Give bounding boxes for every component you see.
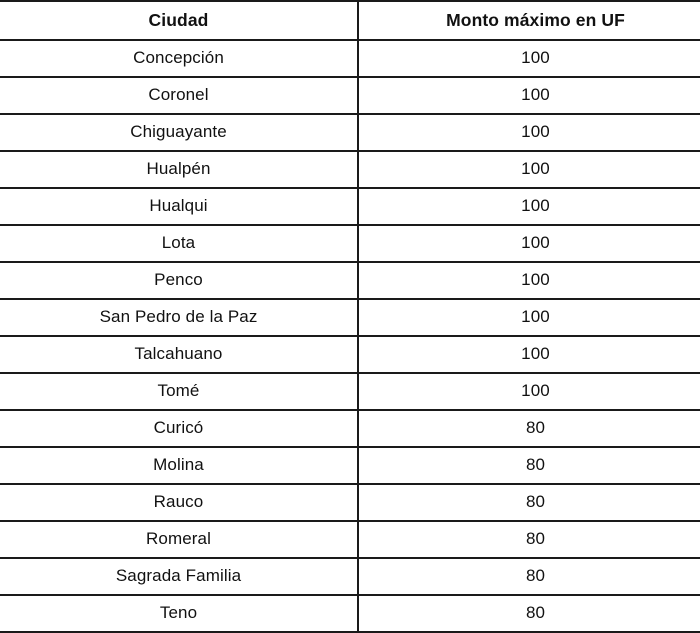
cell-amount: 100 bbox=[358, 114, 700, 151]
cell-city: Tomé bbox=[0, 373, 358, 410]
cell-amount: 80 bbox=[358, 410, 700, 447]
table-row bbox=[0, 262, 700, 299]
column-header-city: Ciudad bbox=[0, 1, 358, 40]
cell-city: Penco bbox=[0, 262, 358, 299]
cell-amount: 100 bbox=[358, 336, 700, 373]
table-row bbox=[0, 595, 700, 632]
table-row bbox=[0, 373, 700, 410]
column-header-amount: Monto máximo en UF bbox=[358, 1, 700, 40]
table-row bbox=[0, 484, 700, 521]
table-row bbox=[0, 521, 700, 558]
cell-amount: 80 bbox=[358, 558, 700, 595]
table-body bbox=[0, 40, 700, 632]
cell-amount: 100 bbox=[358, 262, 700, 299]
table-row bbox=[0, 558, 700, 595]
cell-amount: 100 bbox=[358, 188, 700, 225]
cell-city: Lota bbox=[0, 225, 358, 262]
cell-amount: 100 bbox=[358, 299, 700, 336]
table-row bbox=[0, 299, 700, 336]
table-header-row bbox=[0, 1, 700, 40]
cell-amount: 100 bbox=[358, 373, 700, 410]
table-row bbox=[0, 40, 700, 77]
cell-amount: 80 bbox=[358, 595, 700, 632]
cell-city: San Pedro de la Paz bbox=[0, 299, 358, 336]
table-header bbox=[0, 1, 700, 40]
cell-city: Hualqui bbox=[0, 188, 358, 225]
table-row bbox=[0, 410, 700, 447]
table-row bbox=[0, 151, 700, 188]
table-row bbox=[0, 225, 700, 262]
cell-city: Coronel bbox=[0, 77, 358, 114]
cell-amount: 100 bbox=[358, 77, 700, 114]
cell-city: Curicó bbox=[0, 410, 358, 447]
cell-city: Molina bbox=[0, 447, 358, 484]
cell-city: Rauco bbox=[0, 484, 358, 521]
cell-amount: 100 bbox=[358, 40, 700, 77]
cell-city: Sagrada Familia bbox=[0, 558, 358, 595]
cell-city: Teno bbox=[0, 595, 358, 632]
table-row bbox=[0, 114, 700, 151]
cell-city: Chiguayante bbox=[0, 114, 358, 151]
cell-amount: 80 bbox=[358, 521, 700, 558]
table-row bbox=[0, 336, 700, 373]
cell-city: Romeral bbox=[0, 521, 358, 558]
table-row bbox=[0, 77, 700, 114]
cell-city: Talcahuano bbox=[0, 336, 358, 373]
cell-amount: 80 bbox=[358, 484, 700, 521]
cell-amount: 80 bbox=[358, 447, 700, 484]
cell-amount: 100 bbox=[358, 151, 700, 188]
table-row bbox=[0, 188, 700, 225]
cell-city: Hualpén bbox=[0, 151, 358, 188]
table-row bbox=[0, 447, 700, 484]
cell-amount: 100 bbox=[358, 225, 700, 262]
cell-city: Concepción bbox=[0, 40, 358, 77]
